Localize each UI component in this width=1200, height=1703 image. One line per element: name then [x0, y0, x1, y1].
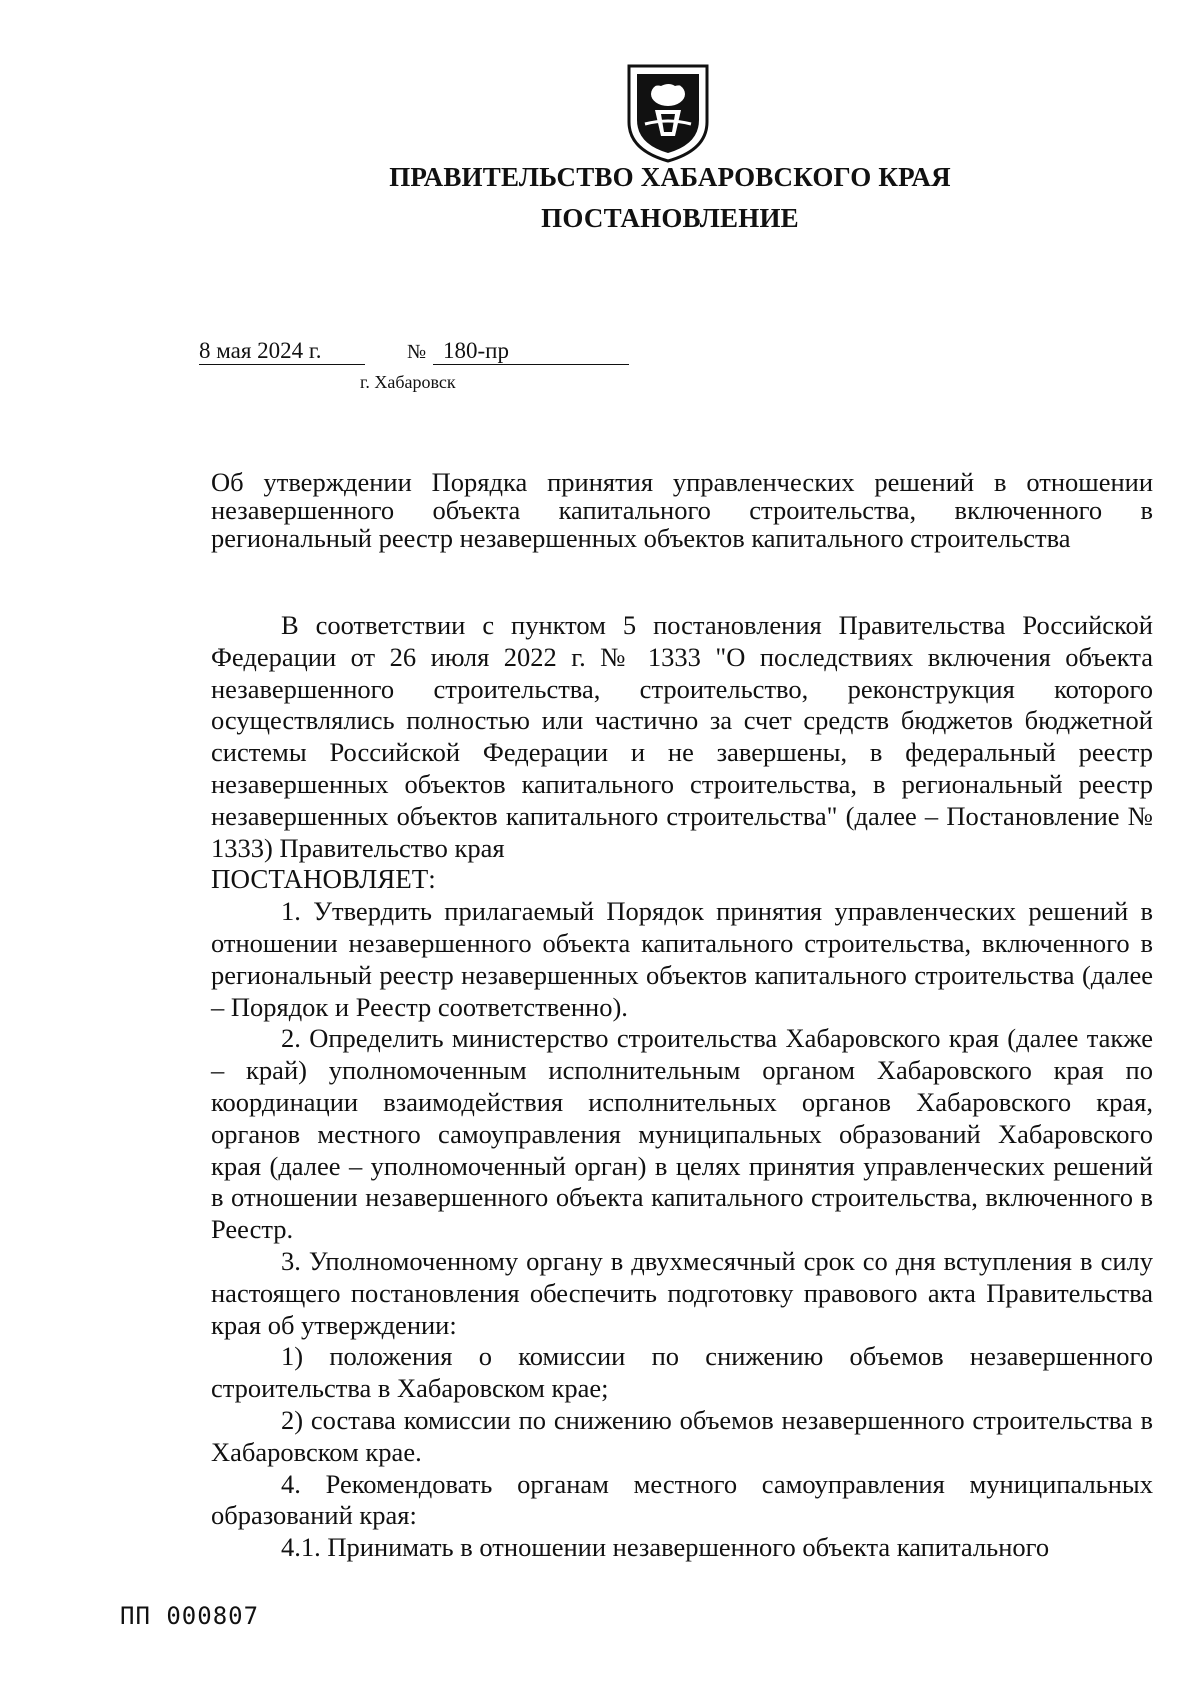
preamble-paragraph: В соответствии с пунктом 5 постановления Правительства Российской Федерации от 26 июля 2022 г. № 1333 "О последствиях включения объекта незавершенного строительства, строительство, реконструкция которого осуществлялись полностью или частично за счет средств бюджетов бюджетной системы Российской Федерации и не завершены, в федеральный реестр незавершенных объектов капитального строительства, в региональный реестр незавершенных объектов капитального строительства" (далее – Постановление № 1333) Правительство края: [211, 610, 1153, 863]
paragraph-3-1: 1) положения о комиссии по снижению объемов незавершенного строительства в Хабаровском крае;: [211, 1341, 1153, 1404]
document-number: 180-пр: [433, 338, 629, 365]
document-type: ПОСТАНОВЛЕНИЕ: [541, 203, 799, 233]
paragraph-4-1: 4.1. Принимать в отношении незавершенного объекта капитального: [281, 1532, 1050, 1563]
footer-document-code: ПП 000807: [120, 1602, 260, 1630]
paragraph-2: 2. Определить министерство строительства Хабаровского края (далее также – край) уполномоченным исполнительным органом Хабаровского края по координации взаимодействия исполнительных органов Хабаровского края, органов местного самоуправления муниципальных образований Хабаровского края (далее – уполномоченный орган) в целях принятия управленческих решений в отношении незавершенного объекта капитального строительства, включенного в Реестр.: [211, 1023, 1153, 1245]
paragraph-4: 4. Рекомендовать органам местного самоуправления муниципальных образований края:: [211, 1468, 1153, 1531]
document-subject: Об утверждении Порядка принятия управленческих решений в отношении незавершенного объекта капитального строительства, включенного в региональный реестр незавершенных объектов капитального строительства: [211, 467, 1153, 553]
resolves-heading: ПОСТАНОВЛЯЕТ:: [211, 864, 436, 895]
number-sign: №: [407, 341, 427, 363]
document-city: г. Хабаровск: [360, 372, 456, 392]
paragraph-3: 3. Уполномоченному органу в двухмесячный срок со дня вступления в силу настоящего постановления обеспечить подготовку правового акта Правительства края об утверждении:: [211, 1245, 1153, 1340]
document-body: [211, 610, 1153, 1564]
government-title: ПРАВИТЕЛЬСТВО ХАБАРОВСКОГО КРАЯ: [389, 162, 951, 192]
paragraph-3-2: 2) состава комиссии по снижению объемов незавершенного строительства в Хабаровском крае.: [211, 1404, 1153, 1467]
paragraph-1: 1. Утвердить прилагаемый Порядок принятия управленческих решений в отношении незавершенного объекта капитального строительства, включенного в региональный реестр незавершенных объектов капитального строительства (далее – Порядок и Реестр соответственно).: [211, 896, 1153, 1022]
coat-of-arms-emblem: [625, 62, 711, 164]
document-date: 8 мая 2024 г.: [199, 338, 365, 365]
